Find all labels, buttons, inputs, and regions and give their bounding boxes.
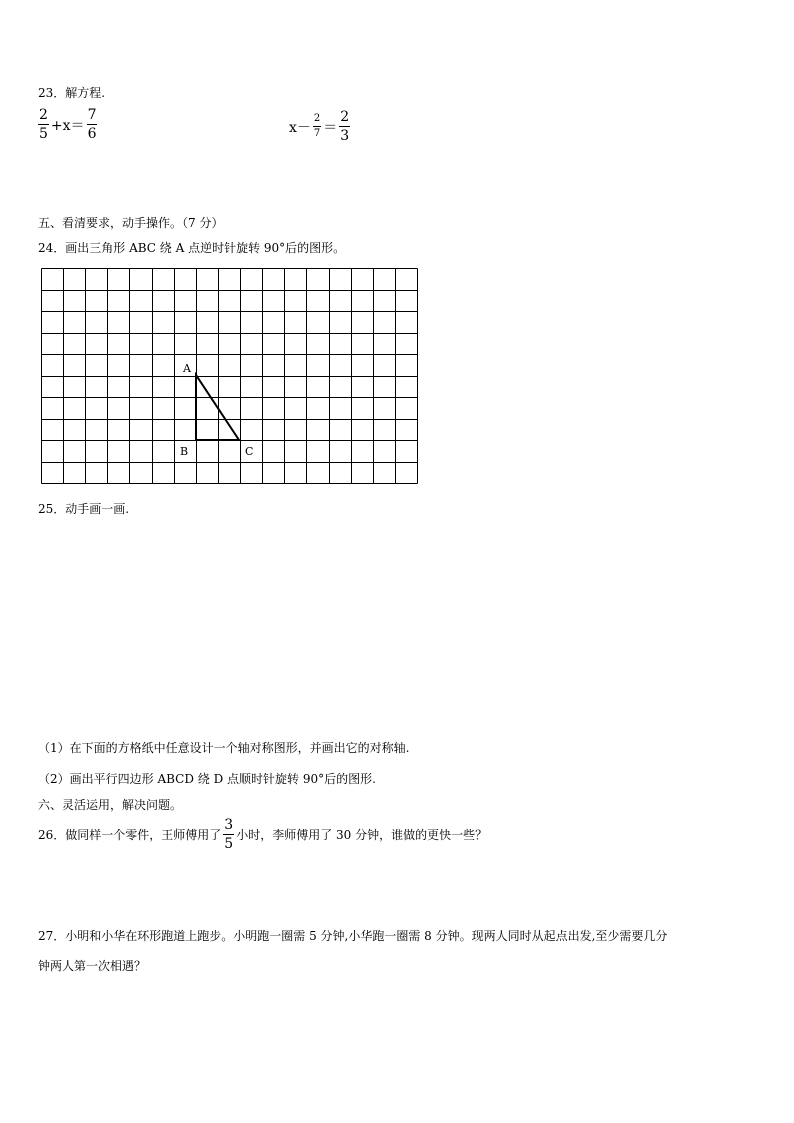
q24-title: 24．画出三角形 ABC 绕 A 点逆时针旋转 90°后的图形。	[38, 241, 346, 255]
q26-fraction	[223, 818, 234, 851]
q25-part-2: （2）画出平行四边形 ABCD 绕 D 点顺时针旋转 90°后的图形.	[38, 772, 376, 786]
q27-line-1: 27．小明和小华在环形跑道上跑步。小明跑一圈需 5 分钟,小华跑一圈需 8 分钟。现两人同时从起点出发,至少需要几分	[38, 929, 668, 943]
q26-numerator: 3	[224, 817, 234, 833]
eq1-fraction-b	[87, 108, 98, 141]
q26-question	[38, 818, 487, 851]
eq2-a-numerator: 2	[313, 114, 321, 127]
equation-2	[287, 110, 350, 143]
grid-svg	[41, 268, 418, 484]
equation-1	[38, 108, 97, 141]
section-6-heading: 六、灵活运用，解决问题。	[38, 798, 183, 812]
eq1-b-denominator: 6	[87, 126, 97, 142]
eq2-a-denominator: 7	[313, 128, 321, 139]
triangle-abc	[196, 375, 239, 440]
q26-text-after: 小时，李师傅用了 30 分钟，谁做的更快一些？	[236, 828, 488, 842]
section-5-heading: 五、看清要求，动手操作。（7 分）	[38, 216, 224, 230]
eq2-fraction-b	[339, 110, 350, 143]
q27-line-2: 钟两人第一次相遇？	[38, 959, 147, 973]
eq2-b-denominator: 3	[340, 128, 350, 144]
q25-title: 25．动手画一画.	[38, 502, 130, 516]
point-label-b: B	[180, 445, 189, 458]
q23-title: 23．解方程.	[38, 86, 106, 100]
eq2-equals: ＝	[323, 119, 338, 136]
eq2-fraction-a	[313, 114, 321, 139]
eq2-b-numerator: 2	[340, 109, 350, 125]
eq1-operator: +x＝	[50, 117, 85, 134]
eq2-variable: x－	[289, 119, 311, 136]
square-grid	[41, 268, 418, 484]
eq1-b-numerator: 7	[87, 107, 97, 123]
eq1-a-denominator: 5	[39, 126, 48, 142]
grid-lines	[42, 269, 418, 484]
point-label-c: C	[245, 445, 254, 458]
eq1-fraction-a	[38, 108, 49, 141]
q26-denominator: 5	[224, 836, 234, 852]
q25-part-1: （1）在下面的方格纸中任意设计一个轴对称图形，并画出它的对称轴.	[38, 741, 410, 755]
eq1-a-numerator: 2	[39, 107, 48, 123]
q26-text-before: 26．做同样一个零件，王师傅用了	[38, 828, 222, 842]
point-label-a: A	[183, 362, 191, 375]
